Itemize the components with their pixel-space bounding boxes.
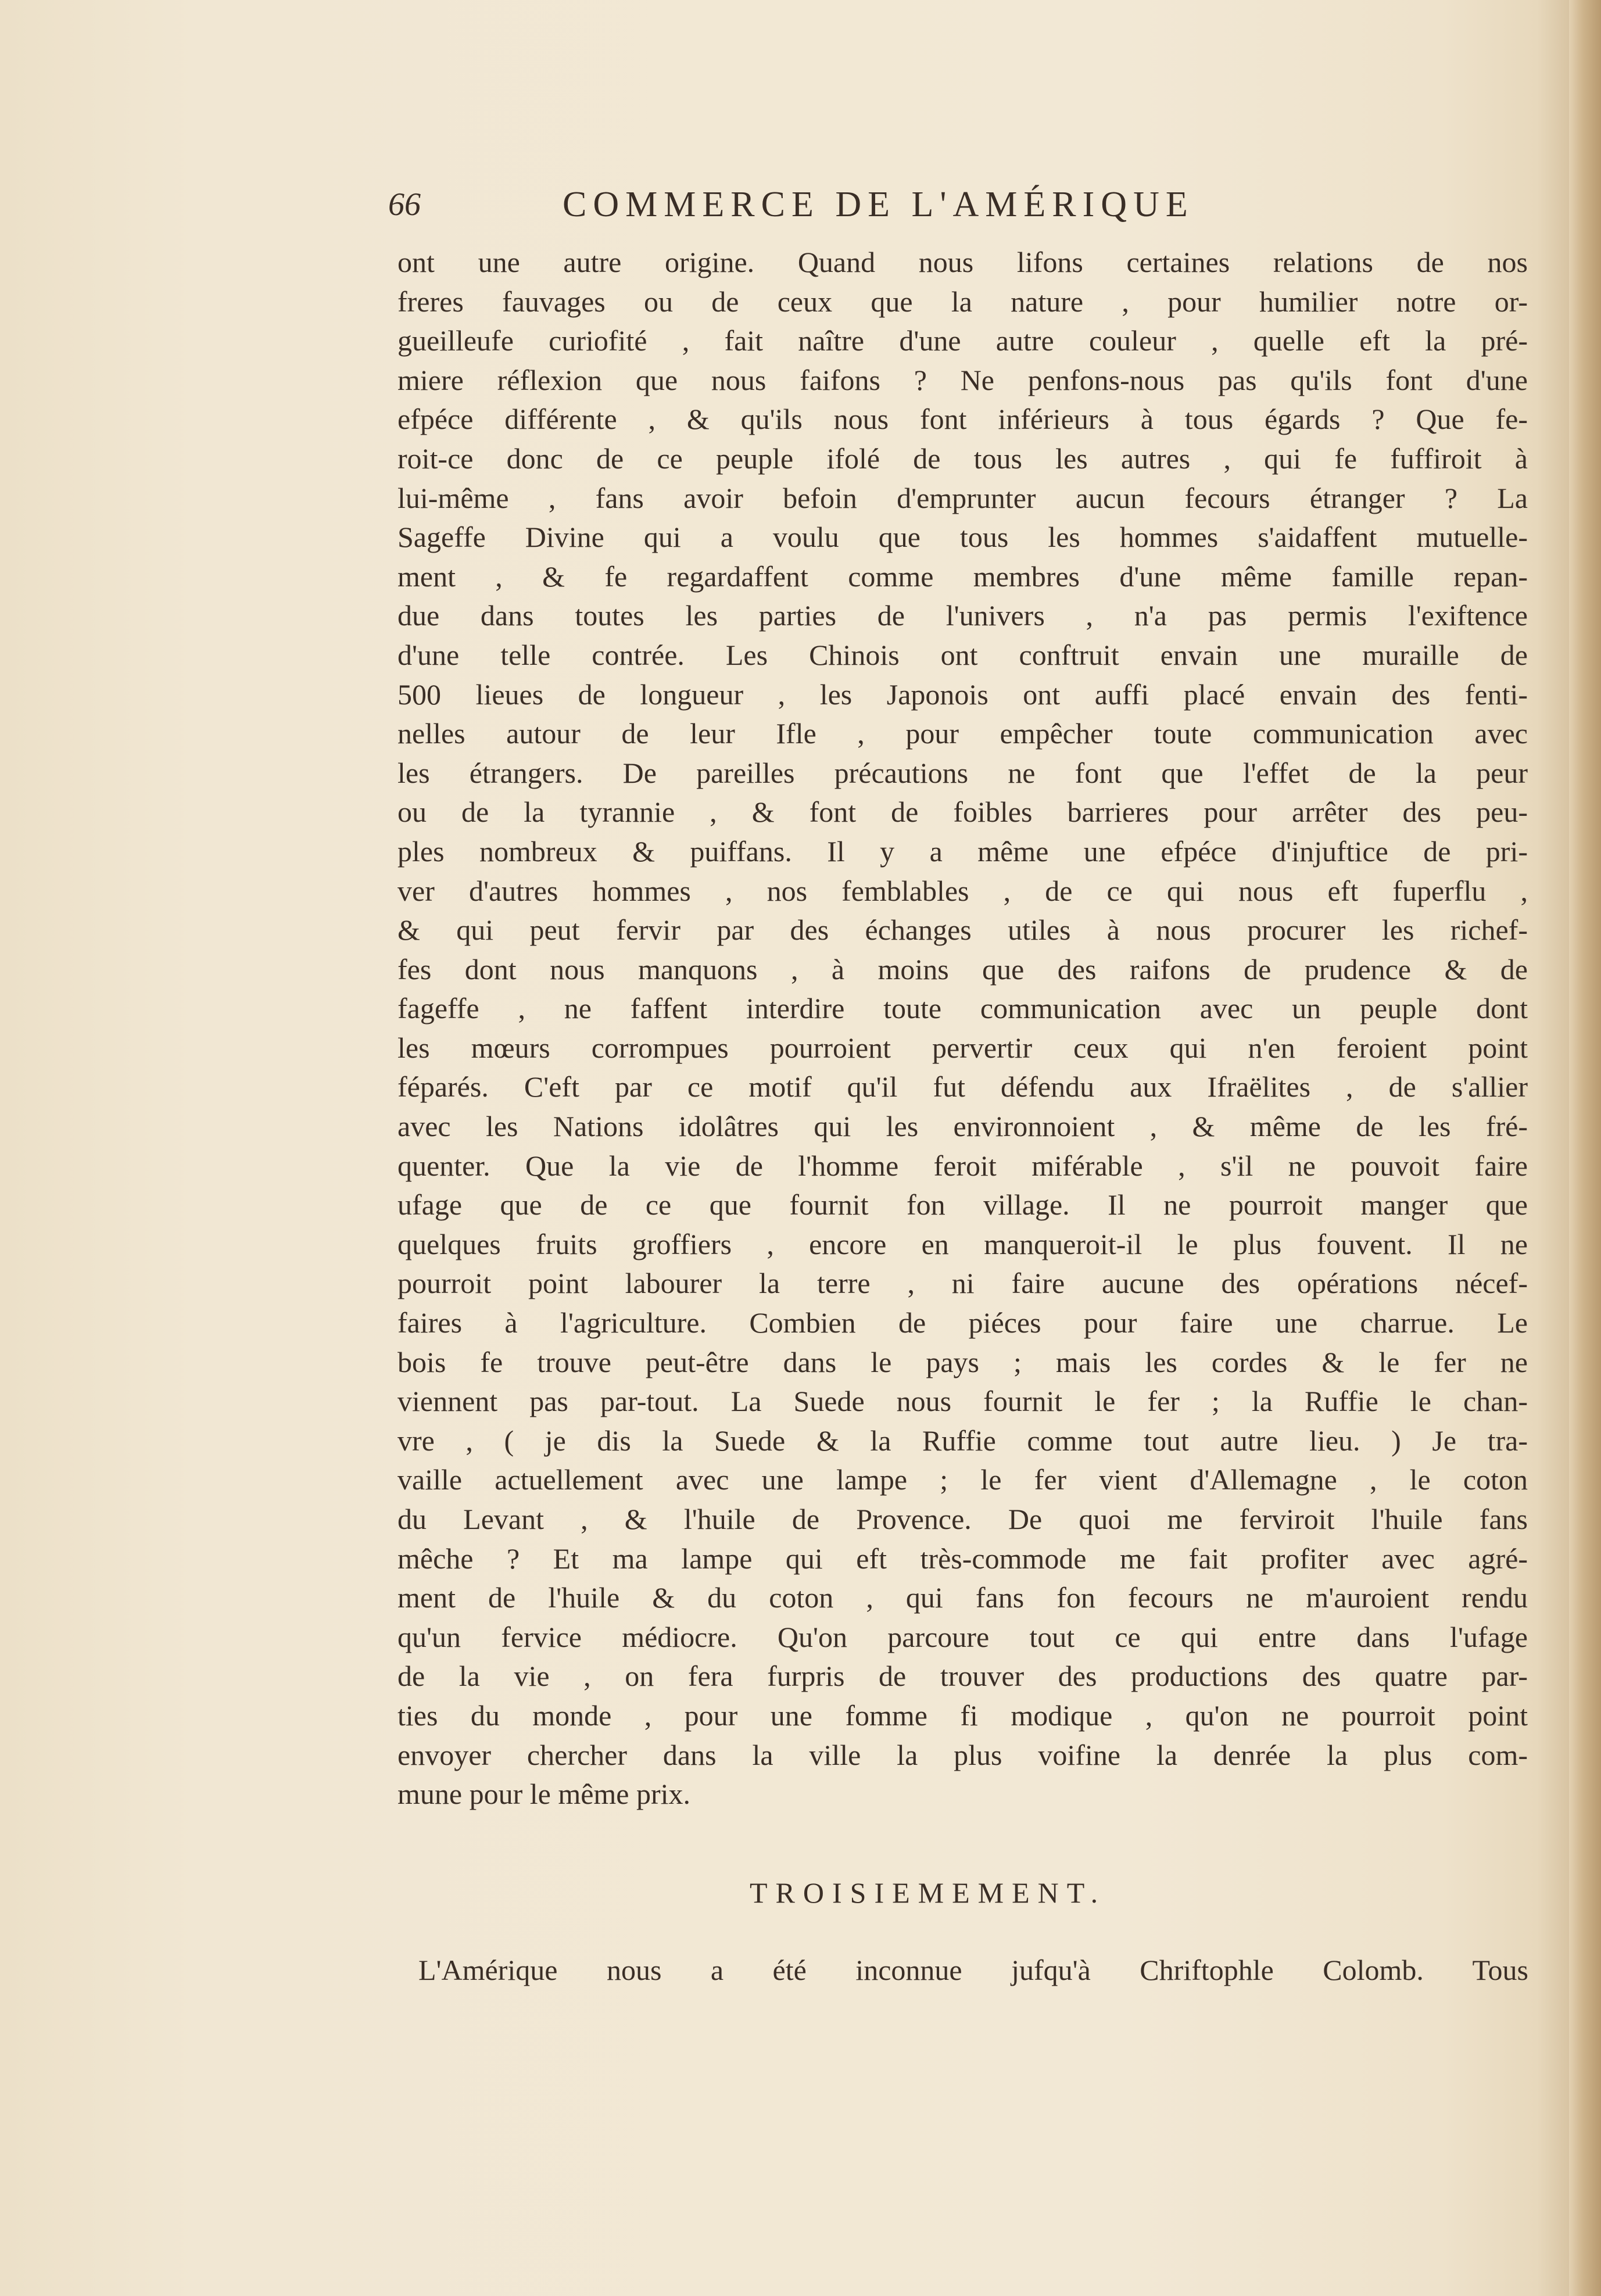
- text-line: ples nombreux & puiffans. Il y a même une efpéce d'injuftice de pri-: [397, 834, 1528, 868]
- text-line: lui-même , fans avoir befoin d'emprunter aucun fecours étranger ? La: [397, 481, 1528, 514]
- page-number: 66: [388, 187, 421, 223]
- text-line: quelques fruits groffiers , encore en manqueroit-il le plus fouvent. Il ne: [397, 1227, 1528, 1260]
- text-line: pourroit point labourer la terre , ni faire aucune des opérations nécef-: [397, 1267, 1528, 1300]
- body-paragraph: [397, 243, 1528, 1814]
- text-line: qu'un fervice médiocre. Qu'on parcoure tout ce qui entre dans l'ufage: [397, 1620, 1528, 1653]
- text-line: bois fe trouve peut-être dans le pays ; mais les cordes & le fer ne: [397, 1345, 1528, 1378]
- page-edge: [1569, 0, 1601, 2296]
- text-line: vaille actuellement avec une lampe ; le fer vient d'Allemagne , le coton: [397, 1463, 1528, 1496]
- text-line: faires à l'agriculture. Combien de piéces pour faire une charrue. Le: [397, 1306, 1528, 1339]
- section-first-line: L'Amérique nous a été inconnue jufqu'à Chriftophle Colomb. Tous: [418, 1954, 1528, 1986]
- text-line: de la vie , on fera furpris de trouver des productions des quatre par-: [397, 1660, 1528, 1693]
- text-line: les mœurs corrompues pourroient pervertir ceux qui n'en feroient point: [397, 1031, 1528, 1064]
- text-line: vre , ( je dis la Suede & la Ruffie comme tout autre lieu. ) Je tra-: [397, 1424, 1528, 1457]
- text-line: mêche ? Et ma lampe qui eft très-commode me fait profiter avec agré-: [397, 1542, 1528, 1575]
- text-line: ment de l'huile & du coton , qui fans fon fecours ne m'auroient rendu: [397, 1581, 1528, 1614]
- running-head: [388, 181, 1376, 228]
- text-line: d'une telle contrée. Les Chinois ont conftruit envain une muraille de: [397, 638, 1528, 671]
- text-line: efpéce différente , & qu'ils nous font inférieurs à tous égards ? Que fe-: [397, 403, 1528, 436]
- text-line: fageffe , ne faffent interdire toute communication avec un peuple dont: [397, 992, 1528, 1025]
- text-line: viennent pas par-tout. La Suede nous fournit le fer ; la Ruffie le chan-: [397, 1385, 1528, 1418]
- text-line: les étrangers. De pareilles précautions ne font que l'effet de la peur: [397, 756, 1528, 789]
- text-line: fes dont nous manquons , à moins que des raifons de prudence & de: [397, 952, 1528, 986]
- text-line: quenter. Que la vie de l'homme feroit miférable , s'il ne pouvoit faire: [397, 1149, 1528, 1182]
- text-line: ou de la tyrannie , & font de foibles barrieres pour arrêter des peu-: [397, 796, 1528, 829]
- text-line: avec les Nations idolâtres qui les environnoient , & même de les fré-: [397, 1110, 1528, 1143]
- text-line: roit-ce donc de ce peuple ifolé de tous les autres , qui fe fuffiroit à: [397, 442, 1528, 475]
- text-line: ment , & fe regardaffent comme membres d'une même famille repan-: [397, 560, 1528, 593]
- text-line: & qui peut fervir par des échanges utiles à nous procurer les richef-: [397, 914, 1528, 947]
- text-line: du Levant , & l'huile de Provence. De quoi me ferviroit l'huile fans: [397, 1503, 1528, 1535]
- running-title: COMMERCE DE L'AMÉRIQUE: [563, 185, 1194, 224]
- section-heading: TROISIEMEMENT.: [750, 1876, 1106, 1909]
- text-line: ver d'autres hommes , nos femblables , de ce qui nous eft fuperflu ,: [397, 874, 1528, 907]
- text-line: due dans toutes les parties de l'univers , n'a pas permis l'exiftence: [397, 599, 1528, 632]
- text-line: envoyer chercher dans la ville la plus voifine la denrée la plus com-: [397, 1738, 1528, 1771]
- text-line: ufage que de ce que fournit fon village. Il ne pourroit manger que: [397, 1188, 1528, 1222]
- text-line: nelles autour de leur Ifle , pour empêcher toute communication avec: [397, 717, 1528, 750]
- text-line: Sageffe Divine qui a voulu que tous les hommes s'aidaffent mutuelle-: [397, 521, 1528, 554]
- text-line: ties du monde , pour une fomme fi modique , qu'on ne pourroit point: [397, 1699, 1528, 1732]
- text-line: gueilleufe curiofité , fait naître d'une autre couleur , quelle eft la pré-: [397, 324, 1528, 357]
- text-line: miere réflexion que nous faifons ? Ne penfons-nous pas qu'ils font d'une: [397, 363, 1528, 396]
- text-line: freres fauvages ou de ceux que la nature , pour humilier notre or-: [397, 285, 1528, 318]
- text-line-last: mune pour le même prix.: [397, 1778, 691, 1811]
- text-line: 500 lieues de longueur , les Japonois ont auffi placé envain des fenti-: [397, 678, 1528, 711]
- text-line: féparés. C'eft par ce motif qu'il fut défendu aux Ifraëlites , de s'allier: [397, 1070, 1528, 1104]
- text-line: ont une autre origine. Quand nous lifons certaines relations de nos: [397, 246, 1528, 278]
